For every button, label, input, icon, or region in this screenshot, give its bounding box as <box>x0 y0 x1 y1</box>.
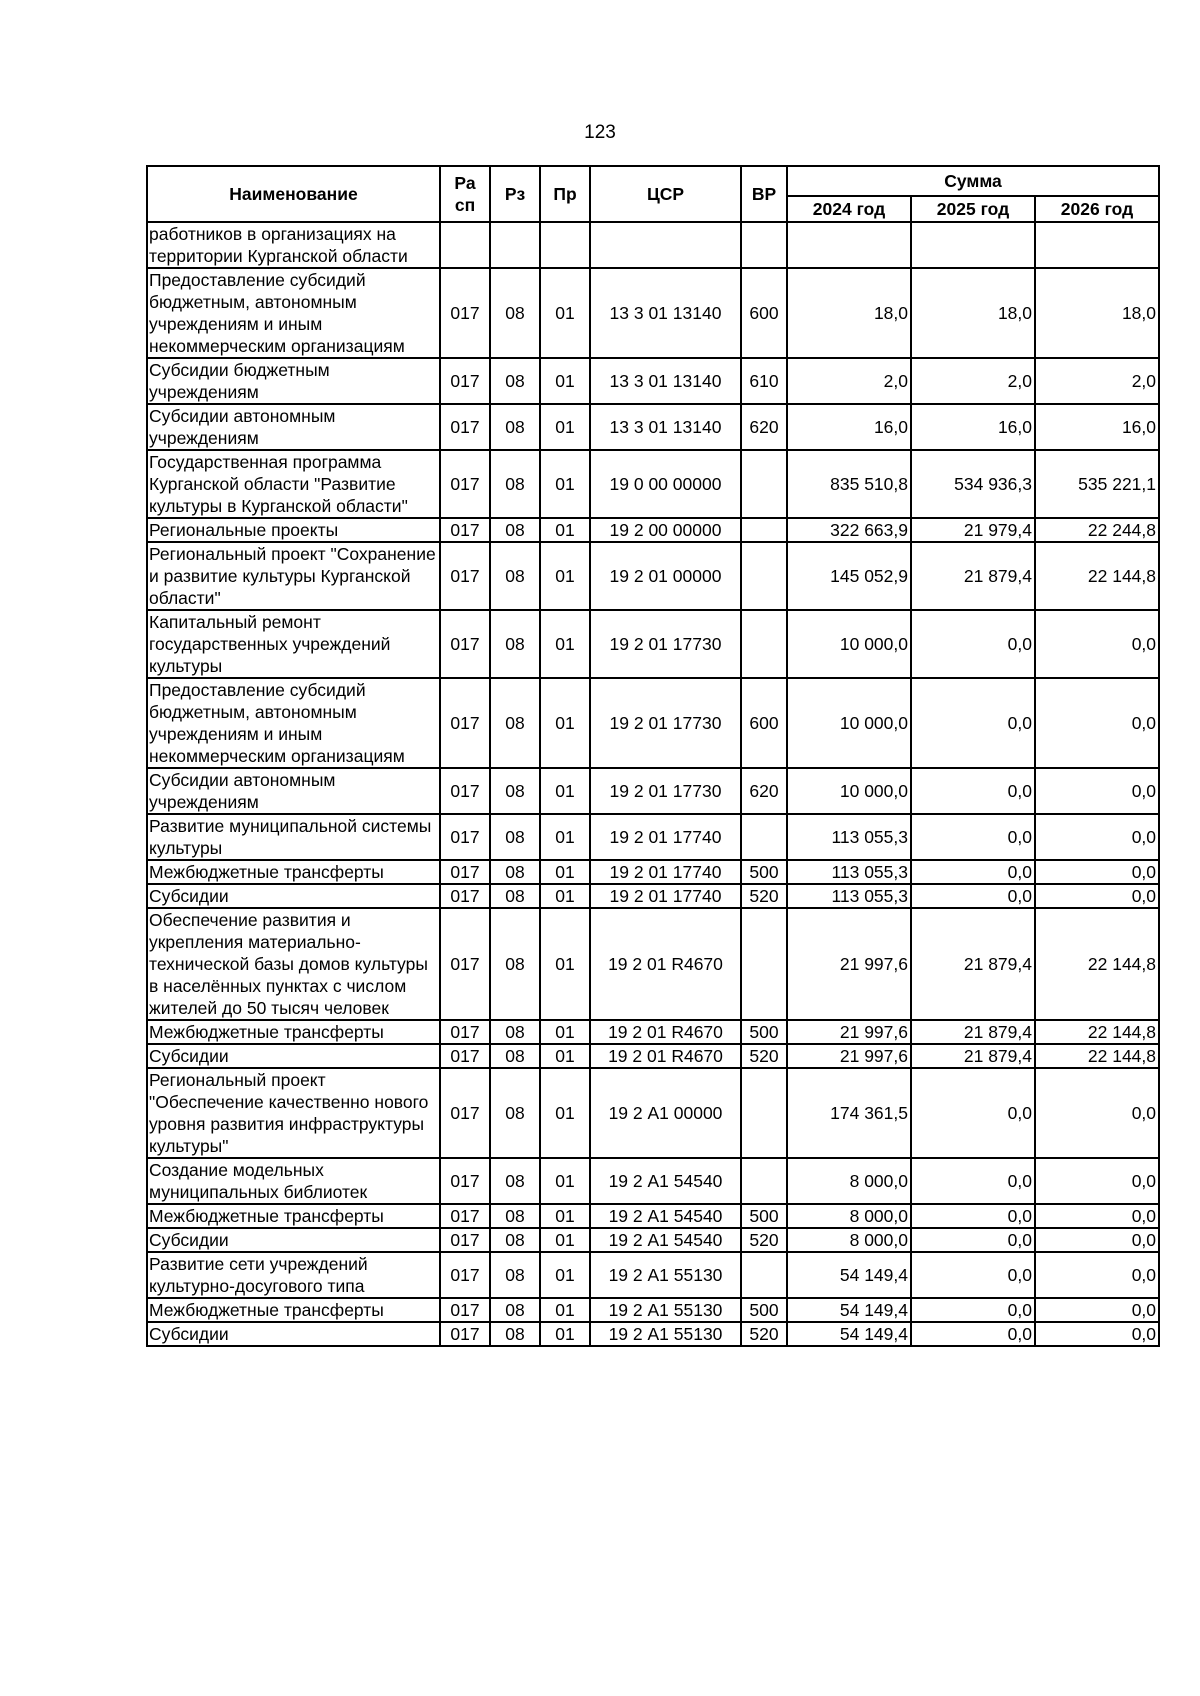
cell-vr <box>741 1068 787 1158</box>
table-row <box>147 404 1159 450</box>
cell-vr <box>741 518 787 542</box>
cell-2024: 21 997,6 <box>787 908 911 1020</box>
table-row <box>147 518 1159 542</box>
table-row <box>147 1068 1159 1158</box>
cell-2024: 2,0 <box>787 358 911 404</box>
cell-csr: 19 2 01 17740 <box>590 884 741 908</box>
cell-2026: 2,0 <box>1035 358 1159 404</box>
cell-name: Создание модельных муниципальных библиотек <box>147 1158 440 1204</box>
cell-2026: 0,0 <box>1035 1322 1159 1346</box>
cell-rasp: 017 <box>440 1068 490 1158</box>
cell-2025: 21 979,4 <box>911 518 1035 542</box>
cell-vr: 520 <box>741 884 787 908</box>
cell-vr: 600 <box>741 678 787 768</box>
cell-csr: 19 2 01 17730 <box>590 678 741 768</box>
cell-rasp <box>440 222 490 268</box>
header-rz: Рз <box>490 166 540 222</box>
cell-rasp: 017 <box>440 268 490 358</box>
cell-2025: 0,0 <box>911 814 1035 860</box>
table-row <box>147 860 1159 884</box>
cell-name: Региональные проекты <box>147 518 440 542</box>
cell-pr: 01 <box>540 1204 590 1228</box>
cell-rz: 08 <box>490 884 540 908</box>
cell-csr: 19 2 01 00000 <box>590 542 741 610</box>
table-body <box>147 222 1159 1346</box>
table-row <box>147 358 1159 404</box>
cell-rz: 08 <box>490 1298 540 1322</box>
cell-csr: 19 2 А1 00000 <box>590 1068 741 1158</box>
cell-2024: 54 149,4 <box>787 1252 911 1298</box>
cell-pr: 01 <box>540 1044 590 1068</box>
cell-rz: 08 <box>490 678 540 768</box>
cell-2024: 8 000,0 <box>787 1158 911 1204</box>
cell-rz: 08 <box>490 1252 540 1298</box>
cell-pr: 01 <box>540 884 590 908</box>
cell-vr <box>741 1158 787 1204</box>
cell-2025: 534 936,3 <box>911 450 1035 518</box>
cell-vr: 500 <box>741 1298 787 1322</box>
cell-2025: 0,0 <box>911 1298 1035 1322</box>
cell-rasp: 017 <box>440 860 490 884</box>
cell-name: Субсидии <box>147 884 440 908</box>
cell-2025: 0,0 <box>911 1204 1035 1228</box>
cell-rz: 08 <box>490 268 540 358</box>
cell-pr: 01 <box>540 1228 590 1252</box>
cell-name: Межбюджетные трансферты <box>147 1204 440 1228</box>
cell-pr: 01 <box>540 1298 590 1322</box>
cell-2026: 22 144,8 <box>1035 1020 1159 1044</box>
cell-2024: 113 055,3 <box>787 884 911 908</box>
cell-vr <box>741 1252 787 1298</box>
cell-2024 <box>787 222 911 268</box>
header-sum: Сумма <box>787 166 1159 196</box>
cell-rz: 08 <box>490 908 540 1020</box>
cell-csr: 13 3 01 13140 <box>590 358 741 404</box>
cell-csr: 19 2 01 R4670 <box>590 908 741 1020</box>
table-row <box>147 610 1159 678</box>
cell-vr <box>741 610 787 678</box>
cell-2026: 535 221,1 <box>1035 450 1159 518</box>
cell-2026: 22 144,8 <box>1035 542 1159 610</box>
cell-2026 <box>1035 222 1159 268</box>
cell-rasp: 017 <box>440 768 490 814</box>
cell-csr: 19 2 А1 54540 <box>590 1228 741 1252</box>
cell-rasp: 017 <box>440 1020 490 1044</box>
cell-rz: 08 <box>490 542 540 610</box>
cell-rasp: 017 <box>440 1252 490 1298</box>
table-row <box>147 1298 1159 1322</box>
cell-2024: 10 000,0 <box>787 610 911 678</box>
table-row <box>147 222 1159 268</box>
cell-csr: 19 2 01 17740 <box>590 860 741 884</box>
cell-rz: 08 <box>490 518 540 542</box>
cell-csr: 19 2 А1 55130 <box>590 1252 741 1298</box>
cell-2025: 21 879,4 <box>911 542 1035 610</box>
cell-2025: 0,0 <box>911 884 1035 908</box>
cell-pr: 01 <box>540 1020 590 1044</box>
cell-name: Межбюджетные трансферты <box>147 1298 440 1322</box>
cell-pr: 01 <box>540 860 590 884</box>
cell-2026: 0,0 <box>1035 1204 1159 1228</box>
cell-2024: 145 052,9 <box>787 542 911 610</box>
cell-pr: 01 <box>540 1158 590 1204</box>
cell-pr: 01 <box>540 1068 590 1158</box>
cell-2026: 22 144,8 <box>1035 908 1159 1020</box>
cell-2026: 0,0 <box>1035 1068 1159 1158</box>
cell-rasp: 017 <box>440 518 490 542</box>
cell-pr <box>540 222 590 268</box>
cell-2024: 113 055,3 <box>787 814 911 860</box>
cell-2025: 0,0 <box>911 1068 1035 1158</box>
cell-2025: 21 879,4 <box>911 1044 1035 1068</box>
cell-rz: 08 <box>490 1020 540 1044</box>
cell-name: Региональный проект "Сохранение и развитие культуры Курганской области" <box>147 542 440 610</box>
cell-2024: 16,0 <box>787 404 911 450</box>
cell-name: Капитальный ремонт государственных учреждений культуры <box>147 610 440 678</box>
cell-csr: 19 2 А1 54540 <box>590 1158 741 1204</box>
cell-name: Субсидии <box>147 1228 440 1252</box>
cell-name: Предоставление субсидий бюджетным, автономным учреждениям и иным некоммерческим организациям <box>147 268 440 358</box>
cell-pr: 01 <box>540 908 590 1020</box>
cell-2024: 54 149,4 <box>787 1298 911 1322</box>
cell-2026: 0,0 <box>1035 768 1159 814</box>
cell-2024: 835 510,8 <box>787 450 911 518</box>
cell-vr: 520 <box>741 1322 787 1346</box>
table-row <box>147 542 1159 610</box>
cell-csr: 19 2 А1 55130 <box>590 1322 741 1346</box>
cell-csr: 13 3 01 13140 <box>590 268 741 358</box>
cell-name: Обеспечение развития и укрепления материально-технической базы домов культуры в населённых пунктах с числом жителей до 50 тысяч человек <box>147 908 440 1020</box>
table-row <box>147 1252 1159 1298</box>
budget-table <box>146 165 1160 1347</box>
cell-2024: 21 997,6 <box>787 1044 911 1068</box>
cell-vr: 610 <box>741 358 787 404</box>
cell-rasp: 017 <box>440 1158 490 1204</box>
cell-2024: 10 000,0 <box>787 678 911 768</box>
cell-vr: 520 <box>741 1228 787 1252</box>
cell-pr: 01 <box>540 358 590 404</box>
cell-csr: 19 2 01 R4670 <box>590 1020 741 1044</box>
cell-rz: 08 <box>490 1158 540 1204</box>
cell-2025: 21 879,4 <box>911 908 1035 1020</box>
header-csr: ЦСР <box>590 166 741 222</box>
cell-2024: 18,0 <box>787 268 911 358</box>
cell-csr: 19 2 01 R4670 <box>590 1044 741 1068</box>
cell-rz: 08 <box>490 450 540 518</box>
cell-vr <box>741 450 787 518</box>
cell-pr: 01 <box>540 678 590 768</box>
cell-csr: 19 2 00 00000 <box>590 518 741 542</box>
cell-2026: 22 244,8 <box>1035 518 1159 542</box>
table-row <box>147 1204 1159 1228</box>
cell-rasp: 017 <box>440 1298 490 1322</box>
cell-vr: 520 <box>741 1044 787 1068</box>
cell-name: Межбюджетные трансферты <box>147 860 440 884</box>
cell-rz: 08 <box>490 1322 540 1346</box>
cell-2024: 54 149,4 <box>787 1322 911 1346</box>
cell-name: Субсидии <box>147 1322 440 1346</box>
cell-2026: 0,0 <box>1035 1228 1159 1252</box>
cell-csr: 19 2 01 17730 <box>590 768 741 814</box>
cell-2025: 18,0 <box>911 268 1035 358</box>
cell-2024: 8 000,0 <box>787 1204 911 1228</box>
cell-vr <box>741 222 787 268</box>
cell-rz: 08 <box>490 358 540 404</box>
cell-rasp: 017 <box>440 678 490 768</box>
table-row <box>147 1322 1159 1346</box>
cell-rasp: 017 <box>440 814 490 860</box>
cell-rasp: 017 <box>440 1044 490 1068</box>
cell-2025: 0,0 <box>911 1252 1035 1298</box>
cell-rz: 08 <box>490 1068 540 1158</box>
cell-rz: 08 <box>490 404 540 450</box>
cell-rasp: 017 <box>440 884 490 908</box>
cell-name: Межбюджетные трансферты <box>147 1020 440 1044</box>
cell-2025: 0,0 <box>911 1158 1035 1204</box>
cell-pr: 01 <box>540 518 590 542</box>
cell-vr: 500 <box>741 860 787 884</box>
cell-name: Субсидии автономным учреждениям <box>147 404 440 450</box>
cell-2025: 0,0 <box>911 1228 1035 1252</box>
cell-2026: 0,0 <box>1035 1298 1159 1322</box>
cell-2026: 0,0 <box>1035 1158 1159 1204</box>
page-number: 123 <box>584 122 616 143</box>
cell-name: Государственная программа Курганской области "Развитие культуры в Курганской области" <box>147 450 440 518</box>
cell-2024: 322 663,9 <box>787 518 911 542</box>
cell-rasp: 017 <box>440 610 490 678</box>
cell-rasp: 017 <box>440 908 490 1020</box>
table-row <box>147 1044 1159 1068</box>
cell-name: работников в организациях на территории Курганской области <box>147 222 440 268</box>
cell-rz: 08 <box>490 1204 540 1228</box>
cell-2026: 0,0 <box>1035 884 1159 908</box>
header-pr: Пр <box>540 166 590 222</box>
cell-2025: 0,0 <box>911 768 1035 814</box>
cell-name: Развитие муниципальной системы культуры <box>147 814 440 860</box>
cell-csr <box>590 222 741 268</box>
table-row <box>147 908 1159 1020</box>
cell-rasp: 017 <box>440 1204 490 1228</box>
cell-2026: 22 144,8 <box>1035 1044 1159 1068</box>
cell-pr: 01 <box>540 268 590 358</box>
cell-name: Предоставление субсидий бюджетным, автономным учреждениям и иным некоммерческим организациям <box>147 678 440 768</box>
cell-name: Субсидии автономным учреждениям <box>147 768 440 814</box>
cell-2024: 174 361,5 <box>787 1068 911 1158</box>
cell-name: Субсидии бюджетным учреждениям <box>147 358 440 404</box>
cell-name: Субсидии <box>147 1044 440 1068</box>
cell-rz: 08 <box>490 1228 540 1252</box>
cell-csr: 19 2 А1 54540 <box>590 1204 741 1228</box>
table-row <box>147 1020 1159 1044</box>
table-row <box>147 268 1159 358</box>
cell-rasp: 017 <box>440 358 490 404</box>
cell-2026: 0,0 <box>1035 1252 1159 1298</box>
cell-vr: 620 <box>741 768 787 814</box>
table-row <box>147 450 1159 518</box>
cell-pr: 01 <box>540 768 590 814</box>
cell-rz: 08 <box>490 768 540 814</box>
cell-rz: 08 <box>490 610 540 678</box>
header-name: Наименование <box>147 166 440 222</box>
cell-2025: 0,0 <box>911 678 1035 768</box>
cell-rz <box>490 222 540 268</box>
header-2025: 2025 год <box>911 196 1035 222</box>
header-rasp: Ра сп <box>440 166 490 222</box>
cell-2024: 113 055,3 <box>787 860 911 884</box>
cell-2025: 0,0 <box>911 610 1035 678</box>
cell-vr: 620 <box>741 404 787 450</box>
cell-rasp: 017 <box>440 1228 490 1252</box>
cell-pr: 01 <box>540 404 590 450</box>
table-row <box>147 768 1159 814</box>
header-2026: 2026 год <box>1035 196 1159 222</box>
cell-vr: 500 <box>741 1204 787 1228</box>
cell-2025: 0,0 <box>911 860 1035 884</box>
cell-2026: 0,0 <box>1035 860 1159 884</box>
cell-csr: 19 2 01 17730 <box>590 610 741 678</box>
cell-2026: 0,0 <box>1035 610 1159 678</box>
cell-vr: 500 <box>741 1020 787 1044</box>
cell-pr: 01 <box>540 610 590 678</box>
cell-name: Региональный проект "Обеспечение качественно нового уровня развития инфраструктуры культуры" <box>147 1068 440 1158</box>
cell-pr: 01 <box>540 450 590 518</box>
cell-csr: 13 3 01 13140 <box>590 404 741 450</box>
table-row <box>147 1158 1159 1204</box>
cell-2026: 18,0 <box>1035 268 1159 358</box>
cell-csr: 19 0 00 00000 <box>590 450 741 518</box>
header-2024: 2024 год <box>787 196 911 222</box>
cell-2024: 21 997,6 <box>787 1020 911 1044</box>
cell-rasp: 017 <box>440 1322 490 1346</box>
cell-2024: 8 000,0 <box>787 1228 911 1252</box>
table-row <box>147 1228 1159 1252</box>
cell-2026: 16,0 <box>1035 404 1159 450</box>
header-vr: ВР <box>741 166 787 222</box>
cell-pr: 01 <box>540 814 590 860</box>
cell-2024: 10 000,0 <box>787 768 911 814</box>
table-row <box>147 814 1159 860</box>
cell-vr: 600 <box>741 268 787 358</box>
cell-2025: 0,0 <box>911 1322 1035 1346</box>
cell-2026: 0,0 <box>1035 814 1159 860</box>
cell-2025: 16,0 <box>911 404 1035 450</box>
cell-2025: 21 879,4 <box>911 1020 1035 1044</box>
cell-rasp: 017 <box>440 404 490 450</box>
table-row <box>147 884 1159 908</box>
table-row <box>147 678 1159 768</box>
cell-pr: 01 <box>540 542 590 610</box>
cell-2025 <box>911 222 1035 268</box>
cell-2025: 2,0 <box>911 358 1035 404</box>
cell-rasp: 017 <box>440 542 490 610</box>
cell-rz: 08 <box>490 860 540 884</box>
cell-name: Развитие сети учреждений культурно-досугового типа <box>147 1252 440 1298</box>
cell-vr <box>741 542 787 610</box>
cell-2026: 0,0 <box>1035 678 1159 768</box>
cell-pr: 01 <box>540 1252 590 1298</box>
cell-csr: 19 2 А1 55130 <box>590 1298 741 1322</box>
cell-vr <box>741 908 787 1020</box>
cell-vr <box>741 814 787 860</box>
cell-csr: 19 2 01 17740 <box>590 814 741 860</box>
cell-rz: 08 <box>490 1044 540 1068</box>
cell-pr: 01 <box>540 1322 590 1346</box>
cell-rz: 08 <box>490 814 540 860</box>
cell-rasp: 017 <box>440 450 490 518</box>
